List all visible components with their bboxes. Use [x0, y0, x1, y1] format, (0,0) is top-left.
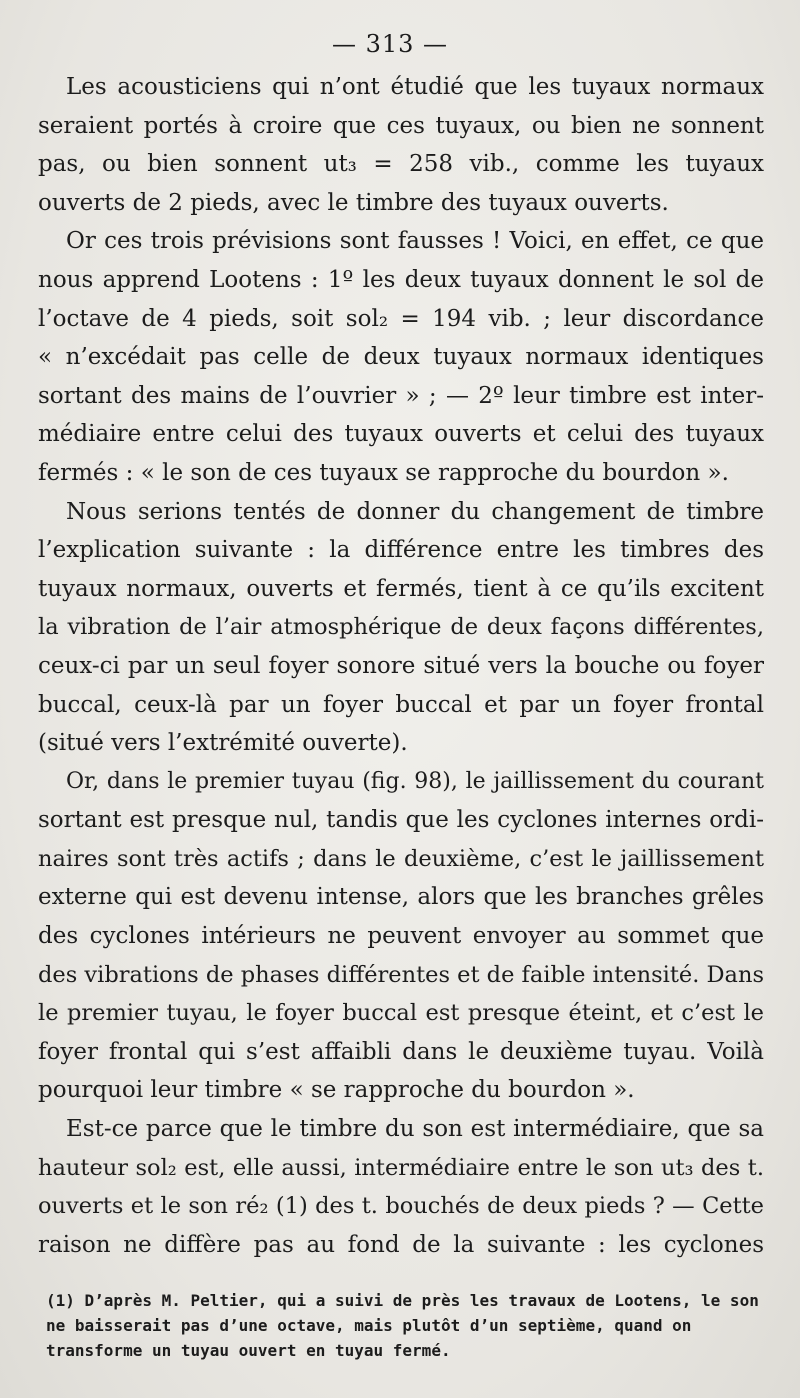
text-line: naires sont très actifs ; dans le deuxième, c’est le jaillissement	[38, 845, 764, 872]
text-line: seraient portés à croire que ces tuyaux, ou bien ne sonnent	[38, 112, 764, 139]
text-line: la vibration de l’air atmosphérique de deux façons différentes,	[38, 614, 764, 641]
text-line: pas, ou bien sonnent ut₃ = 258 vib., comme les tuyaux	[38, 151, 764, 178]
text-line: sortant des mains de l’ouvrier » ; — 2º leur timbre est inter-	[38, 382, 764, 409]
text-line: hauteur sol₂ est, elle aussi, intermédiaire entre le son ut₃ des t.	[38, 1154, 764, 1181]
footnote-line: ne baisserait pas d’une octave, mais plutôt d’un septième, quand on	[46, 1316, 692, 1335]
text-line: l’octave de 4 pieds, soit sol₂ = 194 vib. ; leur discordance	[38, 305, 764, 332]
text-line: buccal, ceux-là par un foyer buccal et par un foyer frontal	[38, 691, 764, 718]
text-line: sortant est presque nul, tandis que les cyclones internes ordi-	[38, 807, 764, 834]
text-line: ouverts et le son ré₂ (1) des t. bouchés de deux pieds ? — Cette	[38, 1193, 764, 1220]
text-line: Or, dans le premier tuyau (fig. 98), le jaillissement du courant	[66, 768, 764, 794]
text-line: Or ces trois prévisions sont fausses ! Voici, en effet, ce que	[66, 228, 764, 255]
text-line: des vibrations de phases différentes et de faible intensité. Dans	[38, 961, 764, 988]
text-line: raison ne diffère pas au fond de la suivante : les cyclones	[38, 1231, 764, 1258]
text-line: « n’excédait pas celle de deux tuyaux normaux identiques	[38, 344, 764, 371]
text-line: ceux-ci par un seul foyer sonore situé vers la bouche ou foyer	[38, 652, 764, 679]
page-number: — 313 —	[331, 30, 449, 58]
text-line: Nous serions tentés de donner du changement de timbre	[66, 498, 764, 525]
text-line: tuyaux normaux, ouverts et fermés, tient à ce qu’ils excitent	[38, 575, 764, 602]
text-line: médiaire entre celui des tuyaux ouverts et celui des tuyaux	[38, 421, 764, 448]
text-line: foyer frontal qui s’est affaibli dans le deuxième tuyau. Voilà	[38, 1038, 764, 1065]
text-line: pourquoi leur timbre « se rapproche du bourdon ».	[38, 1077, 635, 1104]
footnote-line: (1) D’après M. Peltier, qui a suivi de près les travaux de Lootens, le son	[46, 1291, 759, 1310]
footnote-separator	[38, 1280, 764, 1281]
text-line: fermés : « le son de ces tuyaux se rapproche du bourdon ».	[38, 459, 729, 486]
text-line: l’explication suivante : la différence entre les timbres des	[38, 537, 764, 564]
body-text	[38, 68, 764, 1264]
text-line: le premier tuyau, le foyer buccal est presque éteint, et c’est le	[38, 1000, 764, 1027]
text-line: externe qui est devenu intense, alors que les branches grêles	[38, 884, 764, 911]
footnote	[46, 1288, 766, 1363]
text-line: nous apprend Lootens : 1º les deux tuyaux donnent le sol de	[38, 266, 764, 293]
text-line: Est-ce parce que le timbre du son est intermédiaire, que sa	[66, 1116, 764, 1143]
text-line: (situé vers l’extrémité ouverte).	[38, 730, 408, 757]
text-line: des cyclones intérieurs ne peuvent envoyer au sommet que	[38, 923, 764, 950]
footnote-line: transforme un tuyau ouvert en tuyau fermé.	[46, 1341, 451, 1360]
text-line: Les acousticiens qui n’ont étudié que les tuyaux normaux	[66, 74, 764, 100]
text-line: ouverts de 2 pieds, avec le timbre des tuyaux ouverts.	[38, 189, 669, 216]
